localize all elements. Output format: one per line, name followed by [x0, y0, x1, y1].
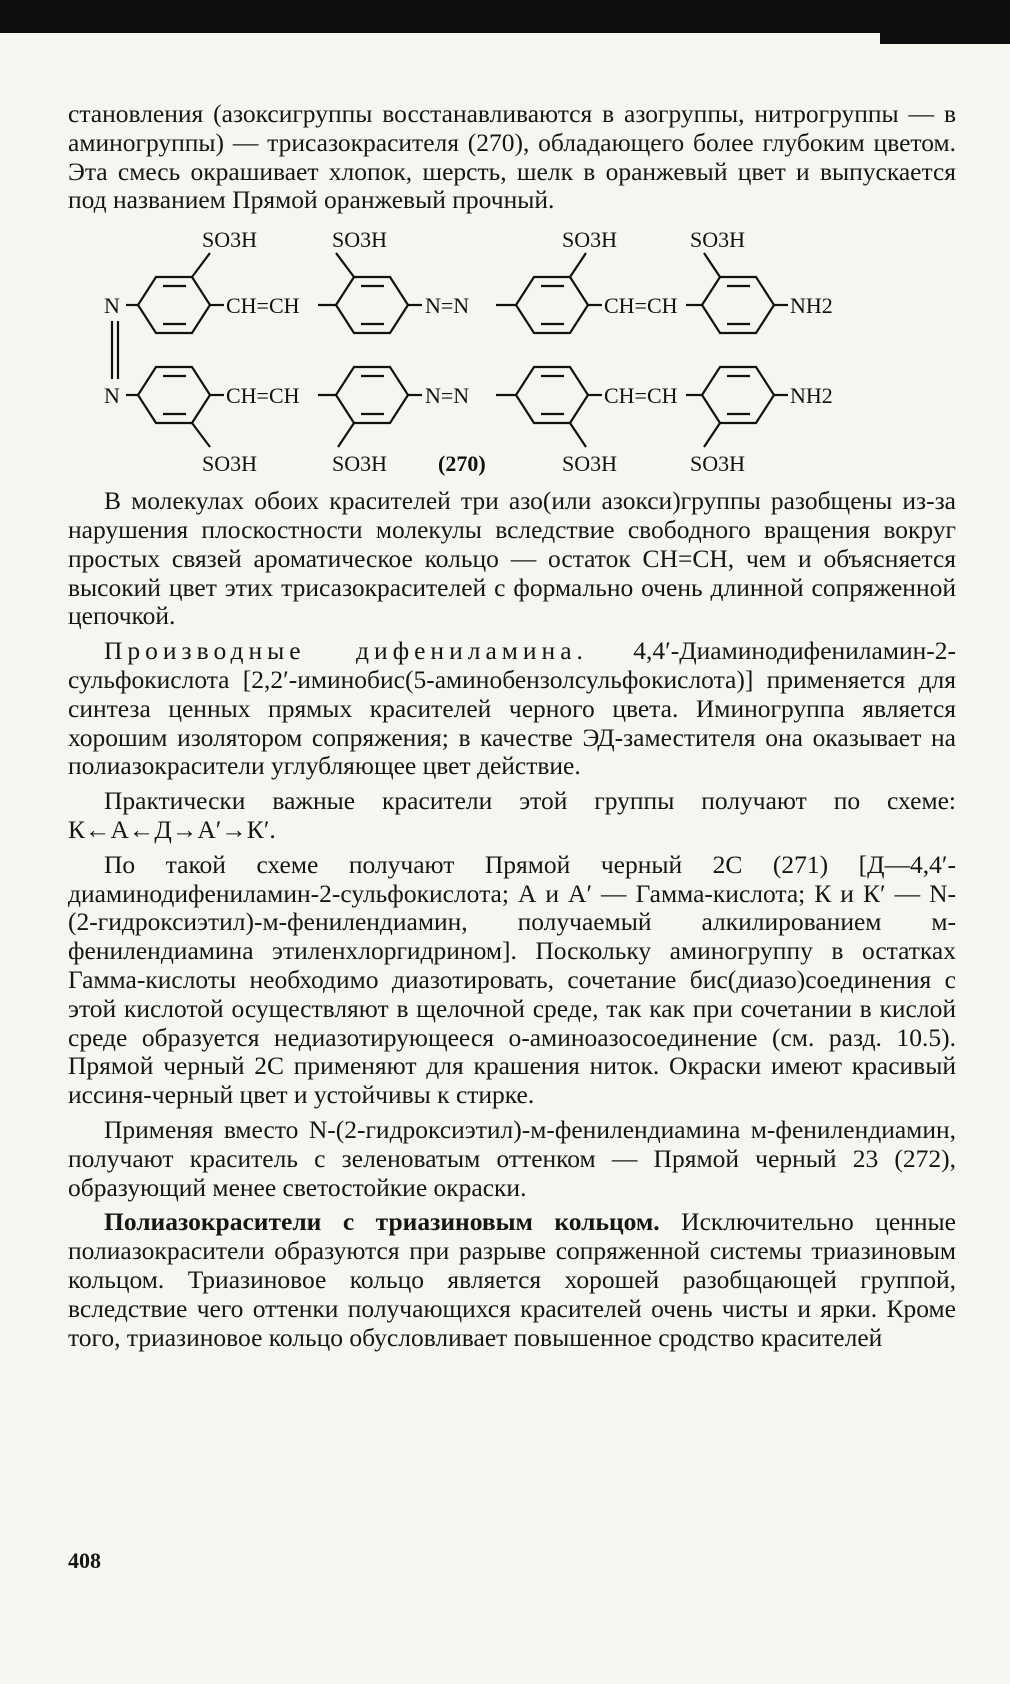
page-number: 408 [68, 1548, 101, 1573]
structural-formula-270 [68, 217, 956, 479]
sulfo-group-label: SO3H [202, 451, 258, 477]
sulfo-group-label: SO3H [202, 227, 258, 253]
azo-label: N=N [425, 293, 470, 319]
section-heading-diphenylamine: Производные дифениламина. [104, 636, 588, 666]
atom-n: N [104, 293, 120, 319]
paragraph-diphenylamine [68, 637, 956, 781]
vinylene-label: CH=CH [604, 293, 678, 319]
sulfo-group-label: SO3H [562, 451, 618, 477]
sulfo-group-label: SO3H [562, 227, 618, 253]
atom-n: N [104, 383, 120, 409]
paragraph-scheme: Практически важные красители этой группы получают по схеме: К←А←Д→А′→К′. [68, 786, 956, 844]
paragraph-conjugation: В молекулах обоих красителей три азо(или азокси)группы разобщены из-за нарушения плоскостности молекулы вследствие свободного вращения вокруг простых связей ароматическое кольцо — остаток CH=CH, чем и объясняется высокий цвет этих трисазокрасителей с формально очень длинной сопряженной цепочкой. [68, 486, 956, 631]
vinylene-label: CH=CH [604, 383, 678, 409]
compound-number: (270) [438, 451, 486, 477]
amino-group-label: NH2 [790, 293, 833, 319]
vinylene-label: CH=CH [226, 383, 300, 409]
scan-top-border-notch [880, 33, 1010, 44]
vinylene-label: CH=CH [226, 293, 300, 319]
paragraph-direct-black-23: Применяя вместо N-(2-гидроксиэтил)-м-фенилендиамина м-фенилендиамин, получают краситель с зеленоватым оттенком — Прямой черный 23 (272), образующий менее светостойкие окраски. [68, 1114, 956, 1202]
azo-label: N=N [425, 383, 470, 409]
book-page [68, 100, 956, 1352]
paragraph-direct-black-2s: По такой схеме получают Прямой черный 2С (271) [Д—4,4′-диаминодифениламин-2-сульфокислота; А и А′ — Гамма-кислота; К и К′ — N-(2-гидроксиэтил)-м-фенилендиамин, получаемый алкилированием м-фенилендиамина этиленхлоргидрином]. Поскольку аминогруппу в остатках Гамма-кислоты необходимо диазотировать, сочетание бис(диазо)соединения с этой кислотой осуществляют в щелочной среде, так как при сочетании в кислой среде образуется недиазотирующееся о-аминоазосоединение (см. разд. 10.5). Прямой черный 2С применяют для крашения ниток. Окраски имеют красивый иссиня-черный цвет и устойчивы к стирке. [68, 849, 956, 1110]
sulfo-group-label: SO3H [332, 451, 388, 477]
paragraph-triazine-body: Исключительно ценные полиазокрасители образуются при разрыве сопряженной системы триазиновым кольцом. Триазиновое кольцо является хорошей разобщающей группой, вследствие чего оттенки получающихся красителей очень чисты и ярки. Кроме того, триазиновое кольцо обусловливает повышенное сродство красителей [68, 1207, 956, 1352]
sulfo-group-label: SO3H [690, 227, 746, 253]
amino-group-label: NH2 [790, 383, 833, 409]
sulfo-group-label: SO3H [332, 227, 388, 253]
scan-top-border [0, 0, 1010, 33]
intro-paragraph: становления (азоксигруппы восстанавливаются в азогруппы, нитрогруппы — в аминогруппы) — трисазокрасителя (270), обладающего более глубоким цветом. Эта смесь окрашивает хлопок, шерсть, шелк в оранжевый цвет и выпускается под названием Прямой оранжевый прочный. [68, 99, 956, 215]
paragraph-triazine [68, 1208, 956, 1352]
formula-bonds [112, 253, 788, 447]
paragraph-diphenylamine-body: 4,4′-Диаминодифениламин-2-сульфокислота [2,2′-иминобис(5-аминобензолсульфокислота)] применяется для синтеза ценных прямых красителей черного цвета. Иминогруппа является хорошим изолятором сопряжения; в качестве ЭД-заместителя она оказывает на полиазокрасители углубляющее цвет действие. [68, 636, 957, 781]
sulfo-group-label: SO3H [690, 451, 746, 477]
section-heading-triazine: Полиазокрасители с триазиновым кольцом. [104, 1207, 660, 1237]
